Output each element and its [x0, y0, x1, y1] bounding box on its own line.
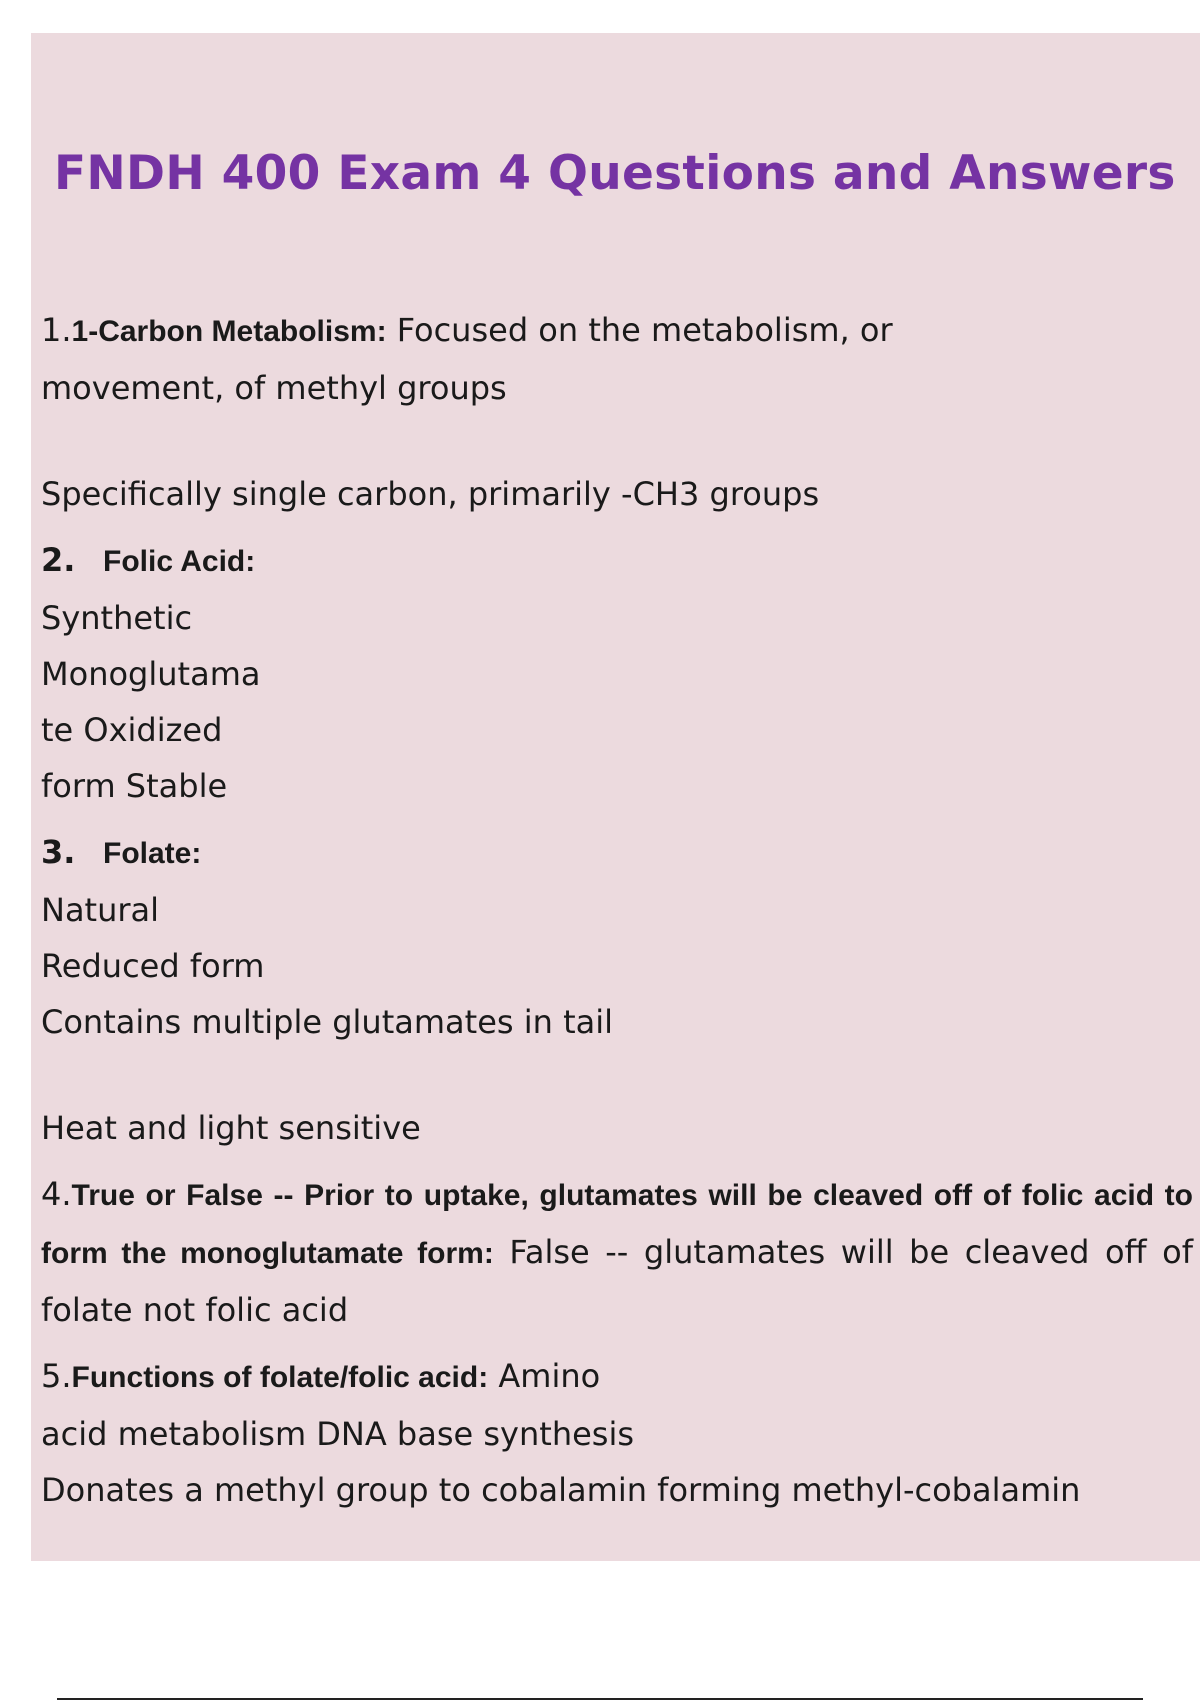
document-body	[41, 302, 1193, 1518]
q4-number: 4.	[41, 1175, 72, 1213]
q3-term: Folate:	[103, 837, 202, 870]
q5-line: Donates a methyl group to cobalamin forming methyl-cobalamin	[41, 1471, 1081, 1509]
q2-line: Synthetic	[41, 599, 193, 637]
q3-item	[41, 824, 1193, 882]
q4-term: True or False -- Prior to uptake, glutamates will be cleaved off of folic acid to form the monoglutamate form:	[41, 1179, 1193, 1270]
q2-item	[41, 532, 1193, 590]
q5-item	[41, 1348, 1193, 1406]
q1-answer-line2: movement, of methyl groups	[41, 369, 507, 407]
q5-answer-line1: Amino	[488, 1357, 601, 1395]
q3-note: Heat and light sensitive	[41, 1109, 421, 1147]
q2-term: Folic Acid:	[103, 545, 256, 578]
q3-line: Reduced form	[41, 947, 265, 985]
q1-note: Specifically single carbon, primarily -CH3 groups	[41, 475, 820, 513]
q4-answer: False -- glutamates will be cleaved off of folate not folic acid	[41, 1233, 1194, 1329]
q2-line: te Oxidized	[41, 711, 223, 749]
q5-term: Functions of folate/folic acid:	[71, 1361, 489, 1394]
q3-line: Natural	[41, 891, 160, 929]
q1-number: 1.	[41, 311, 72, 349]
q5-number: 5.	[41, 1357, 72, 1395]
q2-number: 2.	[41, 541, 76, 579]
q4-item	[41, 1166, 1193, 1338]
q2-line: Monoglutama	[41, 655, 261, 693]
q1-item	[41, 302, 1193, 360]
q1-term: 1-Carbon Metabolism:	[71, 315, 387, 348]
q3-line: Contains multiple glutamates in tail	[41, 1003, 613, 1041]
q5-line: acid metabolism DNA base synthesis	[41, 1415, 635, 1453]
q1-answer-line1: Focused on the metabolism, or	[386, 311, 893, 349]
document-title: FNDH 400 Exam 4 Questions and Answers	[54, 146, 1176, 201]
q3-number: 3.	[41, 833, 76, 871]
q2-line: form Stable	[41, 767, 228, 805]
